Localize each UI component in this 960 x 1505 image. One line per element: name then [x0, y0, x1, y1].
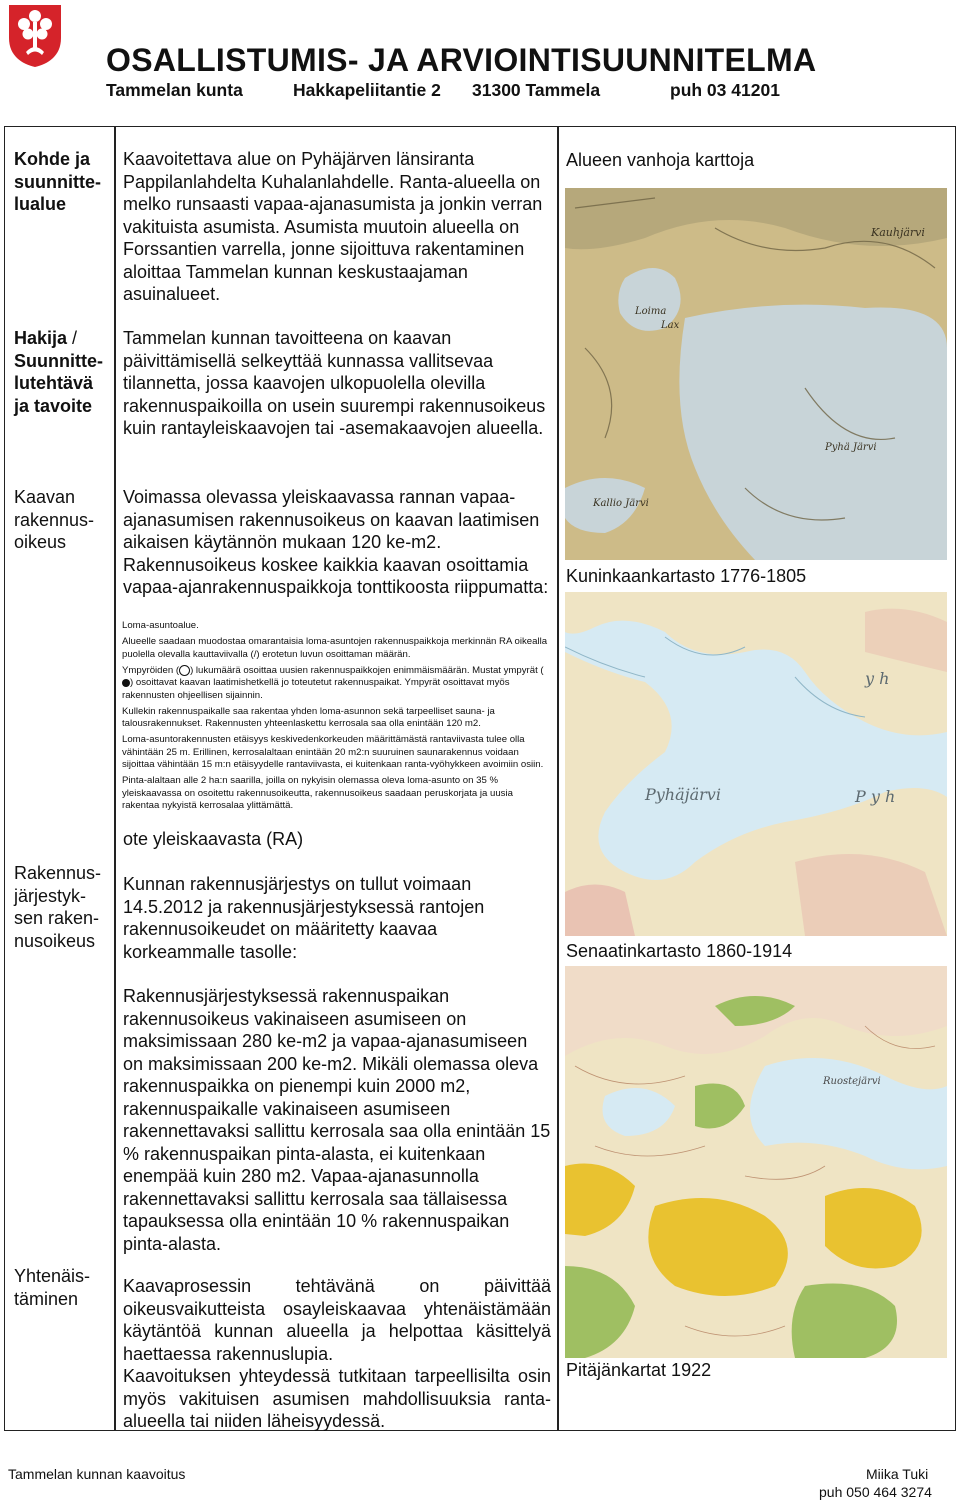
postal-address: 31300 Tammela [472, 80, 601, 100]
empty-circle-icon [179, 665, 190, 676]
municipal-crest-icon [6, 2, 64, 68]
row-label-rakennusoikeus: Kaavan rakennus- oikeus [14, 487, 95, 552]
phone-number: puh 03 41201 [670, 80, 780, 100]
map-label: Kallio Järvi [593, 498, 649, 509]
excerpt-paragraph: Ympyröiden ( ) lukumäärä osoittaa uusien rakennuspaikkojen enimmäismäärän. Mustat ympyrät () osoittavat kaavan laatimishetkellä jo toteutetut rakennuspaikat. Ympyrät osoittavat myös rakennusten ohjeellisen sijainnin. [122, 664, 544, 701]
excerpt-paragraph: Loma-asuntorakennusten etäisyys keskivedenkorkeuden määrittämästä rantaviivasta tulee olla vähintään 25 m. Erillinen, kerrosalaltaan enintään 20 m2:n suuruinen saunarakennus voidaan sijoittaa vähintään 15 m:n etäisyydelle rantaviivasta, ei kuitenkaan ranta-vyöhykkeen avoimiin osiin. [122, 734, 544, 770]
row-text-hakija: Tammelan kunnan tavoitteena on kaavan päivittämisellä selkeyttää kunnassa vallitsevaa tilannetta, jossa kaavojen ulkopuolella olevilla rakennuspaikoilla on usein suurempi rakennusoikeus kuin rantayleiskaavojen tai -asemakaavojen alueella. [123, 328, 546, 438]
map-label: P y h [855, 787, 896, 806]
map-label: Pyhä Järvi [825, 442, 877, 453]
footer-org: Tammelan kunnan kaavoitus [8, 1466, 186, 1482]
old-map-kuninkaankartasto [565, 188, 947, 560]
excerpt-paragraph: Pinta-alaltaan alle 2 ha:n saarilla, joilla on nykyisin olemassa oleva loma-asunto on 35 % yleiskaavassa on osoitettu rakennusoikeutta, rakennusoikeus saadaan peruskorjata ja uusia rakentaa nykyistä kerrosalaa ylittämättä. [122, 775, 513, 811]
map-label: Ruostejärvi [823, 1076, 881, 1087]
org-name: Tammelan kunta [106, 80, 243, 100]
footer-contact-phone: puh 050 464 3274 [819, 1484, 932, 1500]
master-plan-excerpt [122, 620, 550, 825]
row-label-hakija: Hakija / Suunnitte- lutehtävä ja tavoite [14, 328, 103, 416]
excerpt-caption: ote yleiskaavasta (RA) [123, 829, 304, 849]
row-label-yhtenaistaminen: Yhtenäis- täminen [14, 1266, 91, 1309]
map-label: y h [865, 669, 890, 688]
excerpt-title: Loma-asuntoalue. [122, 620, 199, 631]
excerpt-paragraph: Alueelle saadaan muodostaa omarantaisia loma-asuntojen rakennuspaikkoja merkinnän RA oikealla puolella olevalla kauttaviivalla (/) erotetun luvun osoittaman määrän. [122, 636, 548, 660]
map-caption-pitajankartat: Pitäjänkartat 1922 [566, 1360, 712, 1380]
column-divider [114, 126, 116, 1431]
old-map-senaatinkartasto [565, 592, 947, 936]
map-caption-kuninkaankartasto: Kuninkaankartasto 1776-1805 [566, 566, 807, 586]
map-label: Kauhjärvi [871, 226, 925, 239]
maps-heading: Alueen vanhoja karttoja [566, 150, 755, 170]
old-map-pitajankartat [565, 966, 947, 1358]
row-text-rakennusoikeus: Voimassa olevassa yleiskaavassa rannan vapaa-ajanasumisen rakennusoikeus on kaavan laatimisen aikaisen käytännön mukaan 120 ke-m2. Rakennusoikeus koskee kaikkia kaavan osoittamia vapaa-ajanrakennuspaikkoja tonttikoosta riippumatta: [123, 487, 549, 597]
map-label: Lax [661, 320, 680, 331]
map-caption-senaatinkartasto: Senaatinkartasto 1860-1914 [566, 941, 793, 961]
page-title: OSALLISTUMIS- JA ARVIOINTISUUNNITELMA [106, 42, 817, 78]
column-divider [557, 126, 559, 1431]
map-label: Pyhäjärvi [645, 785, 721, 804]
row-text-yhtenaistaminen-detail: Kaavoituksen yhteydessä tutkitaan tarpeellisilta osin myös vakituisen asumisen mahdollisuuksia ranta-alueella tai niiden läheisyydessä. [123, 1366, 551, 1431]
row-text-kohde: Kaavoitettava alue on Pyhäjärven länsiranta Pappilanlahdelta Kuhalanlahdelle. Ranta-alueella on melko runsaasti vapaa-ajanasumista ja jonkin verran vakituista asumista. Asumista muutoin alueella on Forssantien varrella, jonne sijoittuva rakentaminen aloittaa Tammelan kunnan keskustaajaman asuinalueet. [123, 149, 543, 304]
footer-contact-name: Miika Tuki [866, 1466, 929, 1482]
excerpt-paragraph: Kullekin rakennuspaikalle saa rakentaa yhden loma-asunnon sekä tarpeelliset sauna- ja talousrakennukset. Rakennusten yhteenlaskettu kerrosala saa olla enintään 120 m2. [122, 705, 495, 730]
row-text-rakennusjarjestys: Kunnan rakennusjärjestys on tullut voimaan 14.5.2012 ja rakennusjärjestyksessä rantojen rakennusoikeudet on määritetty kaavaa korkeammalle tasolle: [123, 874, 485, 962]
map-label: Loima [635, 306, 667, 317]
row-label-kohde: Kohde ja suunnitte- lualue [14, 149, 101, 214]
row-text-yhtenaistaminen: Kaavaprosessin tehtävänä on päivittää oikeusvaikutteista osayleiskaavaa yhtenäistämään käytäntöä kunnan alueella ja helpottaa käsittelyä haettaessa rakennuslupia. [123, 1276, 551, 1364]
filled-circle-icon [122, 679, 130, 687]
row-label-rakennusjarjestys: Rakennus- järjestyk- sen raken- nusoikeus [14, 863, 102, 951]
street-address: Hakkapeliitantie 2 [293, 80, 441, 100]
row-text-rakennusjarjestys-detail: Rakennusjärjestyksessä rakennuspaikan rakennusoikeus vakinaiseen asumiseen on maksimissaan 280 ke-m2 ja vapaa-ajanasumiseen on maksimissaan 200 ke-m2. Mikäli olemassa oleva rakennuspaikka on pienempi kuin 2000 m2, rakennuspaikalle vakinaiseen asumiseen rakennettavaksi sallittu kerrosala saa olla enintään 15 % rakennuspaikan pinta-alasta, ei kuitenkaan enempää kuin 280 m2. Vapaa-ajanasunnolla rakennettavaksi sallittu kerrosala saa tällaisessa tapauksessa olla enintään 10 % rakennuspaikan pinta-alasta. [123, 986, 551, 1254]
